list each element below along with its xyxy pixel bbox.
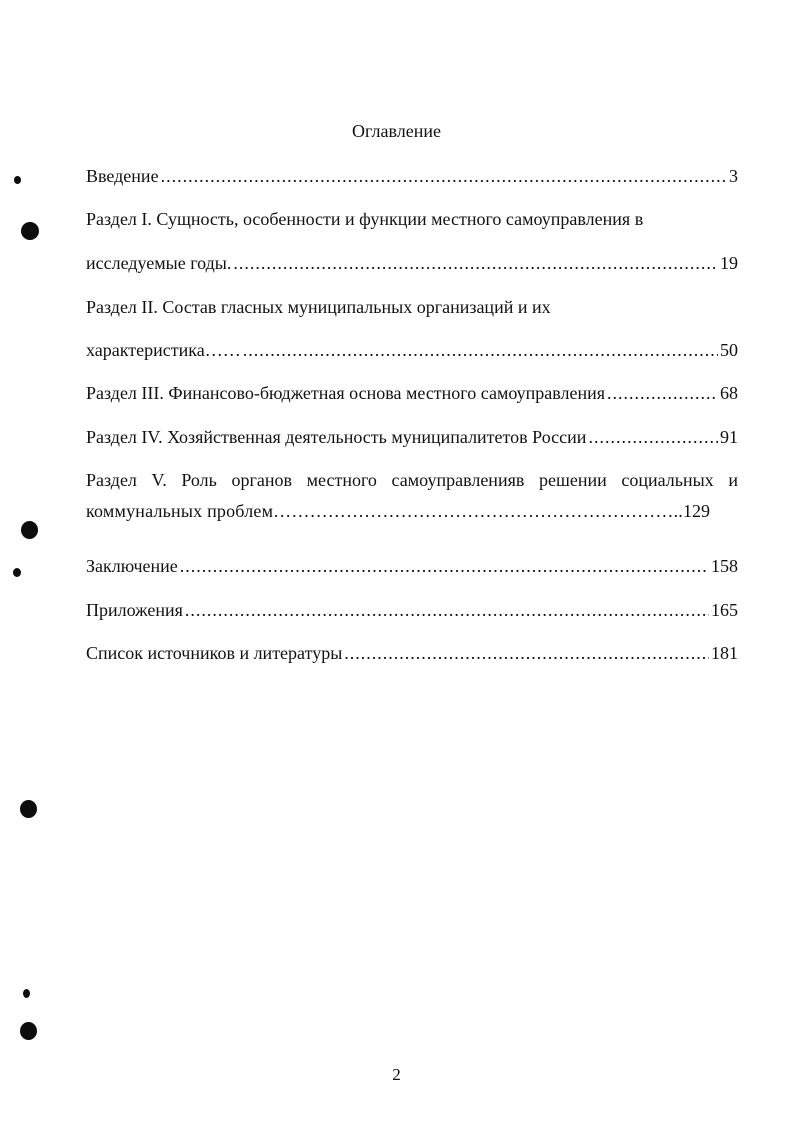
toc-entry-page: 50 <box>720 340 738 360</box>
toc-leader-dots <box>185 599 709 621</box>
toc-entry-sources <box>86 642 738 664</box>
toc-entry-section-3 <box>86 382 738 404</box>
toc-entry-section-5-line1 <box>86 469 738 491</box>
toc-leader-dots <box>161 165 727 187</box>
toc-entry-page: 158 <box>711 556 738 576</box>
toc-word: Роль <box>181 470 217 490</box>
punch-hole-mark <box>14 176 21 184</box>
toc-entry-page: 68 <box>720 383 738 403</box>
toc-entry-page: 3 <box>729 166 738 186</box>
toc-word: Раздел <box>86 470 137 490</box>
toc-leader-dots <box>180 555 709 577</box>
toc-word: местного <box>306 470 377 490</box>
punch-hole-mark <box>23 989 30 998</box>
toc-entry-section-5 <box>86 500 738 522</box>
toc-entry-appendices <box>86 599 738 621</box>
page-title: Оглавление <box>352 121 441 141</box>
toc-entry-section-1-line1: Раздел I. Сущность, особенности и функции местного самоуправления в <box>86 209 644 229</box>
toc-leader-dots <box>588 426 718 448</box>
toc-entry-label: коммунальных проблем………………………………………………………….. <box>86 501 683 521</box>
toc-entry-section-2 <box>86 339 738 361</box>
toc-entry-page: 165 <box>711 600 738 620</box>
toc-entry-label: Введение <box>86 166 159 186</box>
toc-word: социальных <box>621 470 714 490</box>
toc-word: самоуправленияв <box>391 470 525 490</box>
toc-entry-label: характеристика…… <box>86 340 241 360</box>
toc-entry-conclusion <box>86 555 738 577</box>
punch-hole-mark <box>20 800 37 818</box>
toc-entry-label: исследуемые годы. <box>86 253 232 273</box>
punch-hole-mark <box>21 222 39 240</box>
toc-word: органов <box>231 470 293 490</box>
toc-entry-label: Раздел III. Финансово-бюджетная основа местного самоуправления <box>86 383 606 403</box>
toc-entry-section-4 <box>86 426 738 448</box>
toc-entry-page: 181 <box>711 643 738 663</box>
toc-leader-dots <box>607 382 718 404</box>
toc-entry-page: 19 <box>720 253 738 273</box>
punch-hole-mark <box>21 521 38 539</box>
toc-leader-dots <box>243 339 718 361</box>
toc-entry-label: Заключение <box>86 556 178 576</box>
toc-entry-label: Приложения <box>86 600 183 620</box>
toc-leader-dots <box>233 252 718 274</box>
punch-hole-mark <box>13 568 21 577</box>
toc-entry-introduction <box>86 165 738 187</box>
toc-entry-section-2-line1: Раздел II. Состав гласных муниципальных организаций и их <box>86 297 551 317</box>
toc-entry-label: Раздел IV. Хозяйственная деятельность муниципалитетов России <box>86 427 587 447</box>
toc-leader-dots <box>344 642 709 664</box>
toc-word: V. <box>151 470 167 490</box>
toc-word: решении <box>538 470 607 490</box>
toc-entry-label: Список источников и литературы <box>86 643 343 663</box>
toc-entry-page: 129 <box>682 501 710 521</box>
toc-entry-section-1 <box>86 252 738 274</box>
toc-entry-page: 91 <box>720 427 738 447</box>
toc-word: и <box>728 470 738 490</box>
punch-hole-mark <box>20 1022 37 1040</box>
page-number: 2 <box>392 1065 401 1084</box>
